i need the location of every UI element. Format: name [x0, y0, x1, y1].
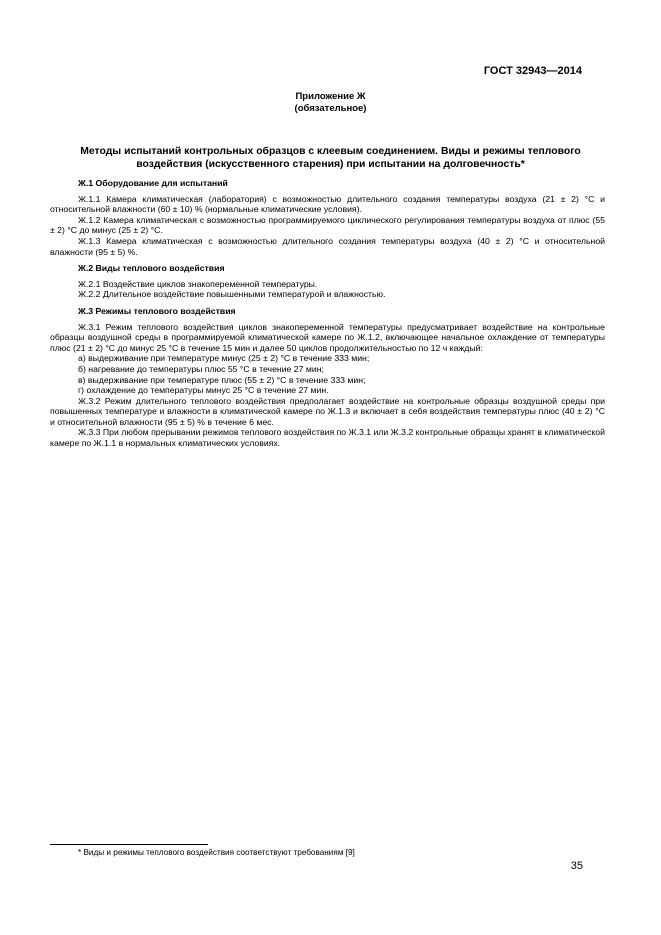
paragraph-1-1: Ж.1.1 Камера климатическая (лаборатория) с возможностью длительного создания температуры воздуха (21 ± 2) °С и относительной влажности (60 ± 10) % (нормальные климатические условия).	[50, 193, 605, 215]
section-heading-3: Ж.3 Режимы теплового воздействия	[78, 305, 236, 316]
footnote-separator	[50, 844, 208, 845]
paragraph-3-2: Ж.3.2 Режим длительного теплового воздействия предполагает воздействие на контрольные образцы воздушной среды при повышенных температуре и влажности в климатической камере по Ж.1.3 и включает в себя воздействия температуры плюс (40 ± 2) °С и относительной влажности (95 ± 5) % в течение 6 мес.	[50, 395, 605, 427]
document-body	[50, 178, 605, 449]
paragraph-3-1: Ж.3.1 Режим теплового воздействия циклов знакопеременной температуры предусматривает воздействие на контрольные образцы воздушной среды в программируемой климатической камере по Ж.1.2, включающее начальное охлаждение от температуры плюс (21 ± 2) °С до минус 25 °С в течение 15 мин и далее 50 циклов продолжительностью по 12 ч каждый:	[50, 321, 605, 353]
paragraph-2-1: Ж.2.1 Воздействие циклов знакопеременной температуры.	[78, 278, 318, 289]
annex-title: Приложение Ж	[295, 91, 366, 102]
list-item: в) выдерживание при температуре плюс (55 ± 2) °С в течение 333 мин;	[78, 374, 366, 385]
section-heading-1: Ж.1 Оборудование для испытаний	[78, 178, 228, 188]
paragraph-1-2: Ж.1.2 Камера климатическая с возможностью программируемого циклического регулирования температуры воздуха от плюс (55 ± 2) °С до минус (25 ± 2) °С.	[50, 214, 605, 236]
paragraph-2-2: Ж.2.2 Длительное воздействие повышенными температурой и влажностью.	[78, 289, 386, 300]
list-item: б) нагревание до температуры плюс 55 °С в течение 27 мин;	[78, 363, 324, 374]
annex-status: (обязательное)	[294, 103, 367, 114]
footnote: * Виды и режимы теплового воздействия соответствуют требованиям [9]	[78, 848, 355, 857]
document-title: Методы испытаний контрольных образцов с клеевым соединением. Виды и режимы теплового воздействия (искусственного старения) при испытании на долговечность*	[80, 146, 581, 170]
paragraph-3-3: Ж.3.3 При любом прерывании режимов теплового воздействия по Ж.3.1 или Ж.3.2 контрольные образцы хранят в климатической камере по Ж.1.1 в нормальных климатических условиях.	[50, 427, 605, 449]
standard-number: ГОСТ 32943—2014	[483, 65, 582, 77]
list-item: г) охлаждение до температуры минус 25 °С в течение 27 мин.	[78, 385, 329, 396]
list-item: а) выдерживание при температуре минус (25 ± 2) °С в течение 333 мин;	[78, 353, 370, 364]
paragraph-1-3: Ж.1.3 Камера климатическая с возможностью длительного создания температуры воздуха (40 ± 2) °С и относительной влажности (95 ± 5) %.	[50, 235, 605, 257]
page-number: 35	[570, 860, 583, 872]
section-heading-2: Ж.2 Виды теплового воздействия	[78, 263, 225, 274]
